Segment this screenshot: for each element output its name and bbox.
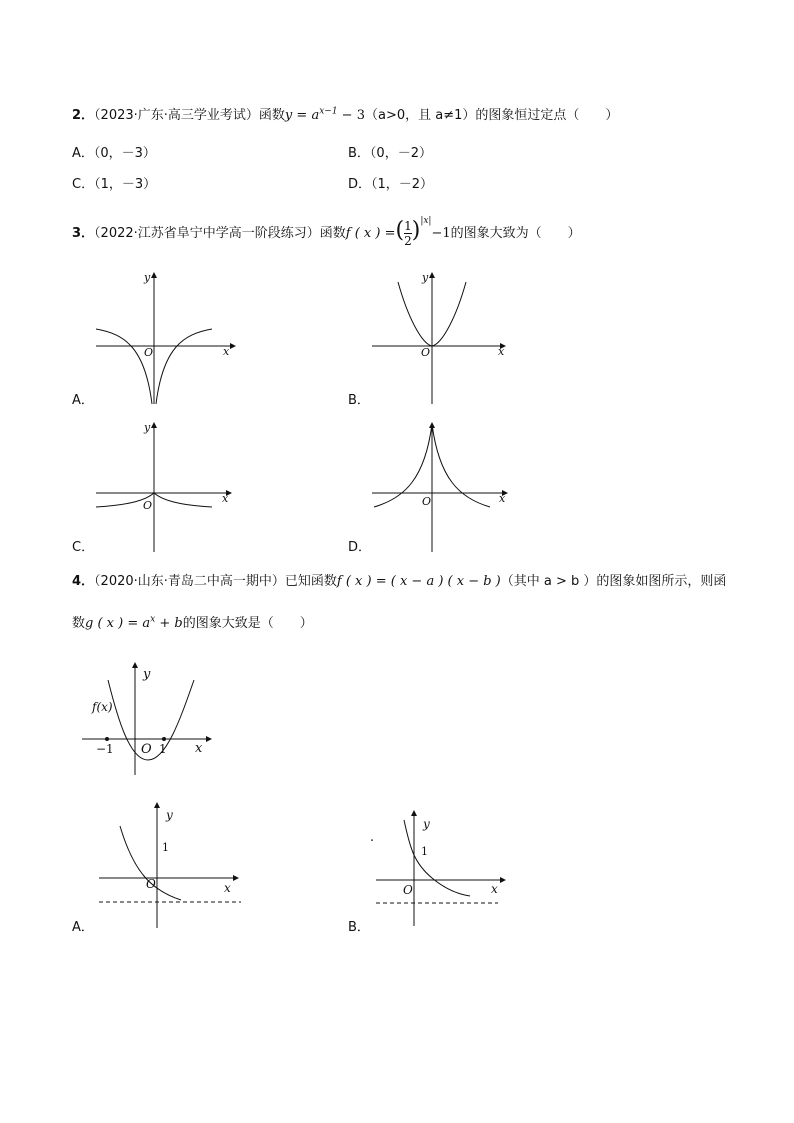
question-3-stem xyxy=(72,216,581,249)
axis-x-label: x xyxy=(498,345,505,358)
exponent: |x| xyxy=(420,216,432,226)
axis-x-label: x xyxy=(195,741,203,756)
option-d[interactable]: D． xyxy=(348,540,372,555)
formula-exponent: x−1 xyxy=(319,106,338,117)
option-b[interactable]: B． xyxy=(348,920,370,935)
axis-x-label: x xyxy=(499,492,506,505)
fraction-numerator: 1 xyxy=(404,219,412,233)
option-b[interactable]: B．（0，－2） xyxy=(348,146,432,161)
question-number: 2． xyxy=(72,108,95,123)
question-tail: 的图象大致为（ ） xyxy=(450,226,581,241)
question-4-stem xyxy=(72,574,726,590)
exponent: x xyxy=(150,614,156,625)
axis-x-label: x xyxy=(224,881,231,895)
question-4-stem-line2 xyxy=(72,616,313,632)
fraction xyxy=(404,219,412,248)
graph-f xyxy=(80,660,220,780)
question-source: （2023·广东·高三学业考试）函数 xyxy=(94,108,285,123)
function-f-def: f ( x ) = ( x − a ) ( x − b ) xyxy=(336,574,501,589)
formula-base: a xyxy=(311,108,320,123)
paren-open: ( xyxy=(395,218,405,243)
axis-x-label: x xyxy=(491,882,498,896)
graph-d xyxy=(370,418,520,558)
option-c[interactable]: C． xyxy=(72,540,95,555)
graph-q4-a xyxy=(95,800,245,930)
question-tail: 的图象大致是（ ） xyxy=(182,616,313,631)
text-prefix: 数 xyxy=(72,616,86,631)
question-source: （2020·山东·青岛二中高一期中）已知函数 xyxy=(94,574,337,589)
graph-b xyxy=(370,268,520,408)
axis-x-label: x xyxy=(222,492,229,505)
formula-rest: − 3 xyxy=(337,108,365,123)
paren-close: ) xyxy=(411,218,421,243)
origin-label: O xyxy=(143,499,153,512)
option-a[interactable]: A． xyxy=(72,920,94,935)
stray-dot: . xyxy=(370,830,375,845)
function-g-def: g ( x ) = a xyxy=(85,616,151,631)
tick-label-1: 1 xyxy=(421,845,428,858)
question-condition: （a>0，且 a≠1）的图象恒过定点（ ） xyxy=(364,108,619,123)
option-a[interactable]: A．（0，－3） xyxy=(72,146,156,161)
axis-y-label: y xyxy=(423,817,430,831)
origin-label: O xyxy=(403,883,413,897)
fraction-denominator: 2 xyxy=(404,234,412,248)
formula-eq: = xyxy=(292,108,312,123)
option-d[interactable]: D．（1，－2） xyxy=(348,177,434,192)
graph-q4-b xyxy=(372,808,522,928)
tick-label-1: 1 xyxy=(159,742,167,756)
origin-label: O xyxy=(422,495,432,508)
function-label: f(x) xyxy=(92,700,113,714)
option-c[interactable]: C．（1，－3） xyxy=(72,177,157,192)
formula-var: y xyxy=(284,108,293,123)
option-a[interactable]: A． xyxy=(72,393,94,408)
graph-c xyxy=(90,418,240,558)
tick-label-neg1: −1 xyxy=(96,742,114,756)
origin-label: O xyxy=(421,346,431,359)
question-2-stem xyxy=(72,108,618,124)
axis-y-label: y xyxy=(143,667,151,682)
axis-y-label: y xyxy=(166,808,173,822)
origin-label: O xyxy=(141,742,152,757)
axis-y-label: y xyxy=(144,271,151,284)
graph-a xyxy=(90,268,240,408)
option-b[interactable]: B． xyxy=(348,393,370,408)
tick-label-1: 1 xyxy=(162,841,169,854)
origin-label: O xyxy=(146,877,156,891)
axis-x-label: x xyxy=(223,345,230,358)
question-condition: （其中 a > b ）的图象如图所示，则函 xyxy=(500,574,727,589)
axis-y-label: y xyxy=(422,271,429,284)
question-source: （2022·江苏省阜宁中学高一阶段练习）函数 xyxy=(94,226,346,241)
function-f: f ( x ) = xyxy=(345,226,396,241)
question-number: 4． xyxy=(72,574,95,589)
question-number: 3． xyxy=(72,226,95,241)
minus-one: −1 xyxy=(431,226,451,241)
axis-y-label: y xyxy=(144,421,151,434)
function-g-rest: + b xyxy=(155,616,183,631)
origin-label: O xyxy=(144,346,154,359)
